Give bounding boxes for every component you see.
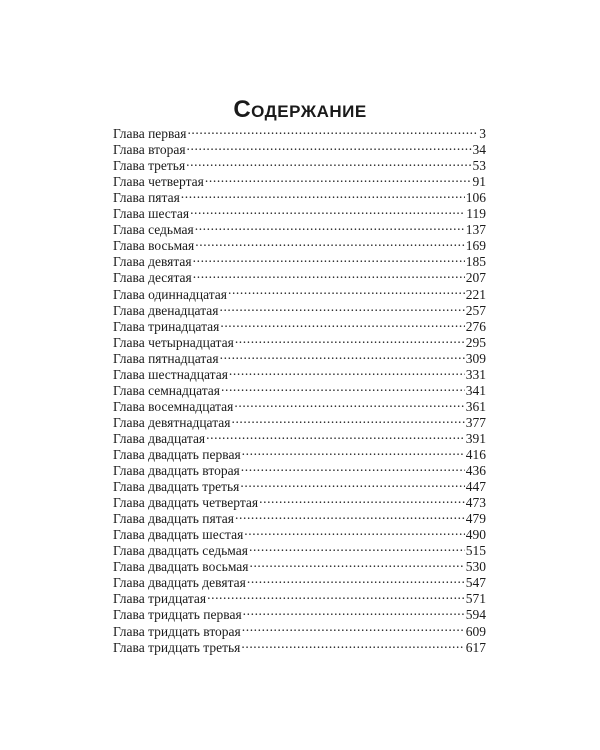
toc-dot-leader	[193, 250, 465, 266]
toc-entry-label: Глава двадцатая	[113, 430, 206, 446]
toc-dot-leader	[241, 459, 465, 475]
toc-entry-page-number: 447	[465, 479, 486, 495]
toc-dot-leader	[229, 363, 465, 379]
toc-entry-label: Глава вторая	[113, 142, 186, 158]
toc-dot-leader	[220, 315, 464, 331]
toc-entry-page-number: 53	[472, 158, 486, 174]
toc-entry-page-number: 391	[465, 430, 486, 446]
toc-entry-page-number: 571	[465, 591, 486, 607]
table-of-contents	[113, 122, 486, 655]
toc-dot-leader	[231, 411, 464, 427]
toc-entry-label: Глава шестнадцатая	[113, 366, 228, 382]
toc-dot-leader	[219, 299, 464, 315]
toc-entry-page-number: 137	[465, 222, 486, 238]
toc-dot-leader	[241, 636, 464, 652]
toc-entry-label: Глава тридцатая	[113, 591, 207, 607]
toc-entry-label: Глава двадцать третья	[113, 479, 240, 495]
toc-entry-label: Глава тринадцатая	[113, 318, 220, 334]
toc-entry-page-number: 377	[465, 414, 486, 430]
toc-dot-leader	[235, 331, 465, 347]
toc-dot-leader	[181, 186, 465, 202]
toc-dot-leader	[234, 395, 464, 411]
toc-entry-page-number: 617	[465, 639, 486, 655]
toc-entry-page-number: 257	[465, 302, 486, 318]
toc-entry-label: Глава тридцать вторая	[113, 623, 241, 639]
toc-entry-label: Глава двадцать четвертая	[113, 495, 259, 511]
toc-entry-page-number: 276	[465, 318, 486, 334]
toc-entry-label: Глава двадцать восьмая	[113, 559, 249, 575]
toc-entry-page-number: 515	[465, 543, 486, 559]
toc-entry-page-number: 207	[465, 270, 486, 286]
toc-dot-leader	[205, 170, 472, 186]
toc-entry-label: Глава шестая	[113, 206, 190, 222]
toc-dot-leader	[228, 282, 465, 298]
toc-entry-label: Глава двадцать первая	[113, 446, 241, 462]
toc-entry-label: Глава тридцать третья	[113, 639, 241, 655]
toc-entry-label: Глава пятая	[113, 190, 180, 206]
toc-dot-leader	[242, 443, 465, 459]
toc-entry-label: Глава двадцать вторая	[113, 463, 240, 479]
toc-dot-leader	[259, 491, 465, 507]
toc-entry-page-number: 91	[472, 174, 486, 190]
toc-entry-label: Глава восемнадцатая	[113, 398, 234, 414]
toc-entry-page-number: 609	[465, 623, 486, 639]
toc-dot-leader	[247, 571, 465, 587]
toc-dot-leader	[195, 234, 464, 250]
toc-entry-page-number: 3	[479, 126, 486, 142]
toc-entry	[113, 122, 486, 142]
toc-entry-page-number: 331	[465, 366, 486, 382]
toc-dot-leader	[206, 427, 465, 443]
toc-dot-leader	[242, 619, 465, 635]
toc-entry-page-number: 185	[465, 254, 486, 270]
toc-dot-leader	[249, 555, 464, 571]
toc-entry-page-number: 416	[465, 446, 486, 462]
toc-entry-label: Глава семнадцатая	[113, 382, 220, 398]
toc-dot-leader	[249, 539, 465, 555]
toc-entry-page-number: 309	[465, 350, 486, 366]
toc-entry-page-number: 530	[465, 559, 486, 575]
toc-dot-leader	[243, 603, 465, 619]
toc-dot-leader	[235, 507, 465, 523]
toc-entry-page-number: 221	[465, 286, 486, 302]
toc-dot-leader	[187, 138, 472, 154]
toc-entry-label: Глава седьмая	[113, 222, 194, 238]
toc-entry-label: Глава тридцать первая	[113, 607, 242, 623]
toc-entry-label: Глава восьмая	[113, 238, 195, 254]
toc-entry-label: Глава двадцать девятая	[113, 575, 246, 591]
toc-entry-page-number: 594	[465, 607, 486, 623]
toc-entry-page-number: 295	[465, 334, 486, 350]
toc-entry-label: Глава двенадцатая	[113, 302, 219, 318]
toc-entry-page-number: 436	[465, 463, 486, 479]
toc-entry-page-number: 169	[465, 238, 486, 254]
toc-dot-leader	[207, 587, 465, 603]
toc-entry-page-number: 106	[465, 190, 486, 206]
toc-dot-leader	[193, 266, 465, 282]
toc-entry-label: Глава четырнадцатая	[113, 334, 234, 350]
toc-entry-label: Глава двадцать седьмая	[113, 543, 248, 559]
toc-entry-page-number: 490	[465, 527, 486, 543]
toc-entry-page-number: 119	[466, 206, 486, 222]
toc-entry-label: Глава двадцать шестая	[113, 527, 244, 543]
toc-entry-page-number: 473	[465, 495, 486, 511]
toc-entry-page-number: 547	[465, 575, 486, 591]
toc-dot-leader	[195, 218, 465, 234]
toc-entry-label: Глава девятая	[113, 254, 192, 270]
toc-entry-label: Глава третья	[113, 158, 186, 174]
toc-entry-label: Глава пятнадцатая	[113, 350, 219, 366]
toc-dot-leader	[186, 154, 471, 170]
toc-entry-label: Глава десятая	[113, 270, 192, 286]
toc-entry-page-number: 361	[465, 398, 486, 414]
toc-entry-label: Глава первая	[113, 126, 187, 142]
toc-entry-page-number: 341	[465, 382, 486, 398]
toc-dot-leader	[187, 122, 478, 138]
toc-dot-leader	[240, 475, 464, 491]
toc-entry-label: Глава девятнадцатая	[113, 414, 231, 430]
toc-entry-label: Глава двадцать пятая	[113, 511, 235, 527]
toc-dot-leader	[221, 379, 465, 395]
toc-dot-leader	[220, 347, 465, 363]
toc-dot-leader	[244, 523, 464, 539]
toc-entry-page-number: 479	[465, 511, 486, 527]
page-title: Содержание	[233, 96, 367, 123]
toc-entry-label: Глава четвертая	[113, 174, 204, 190]
toc-entry-page-number: 34	[472, 142, 486, 158]
toc-entry-label: Глава одиннадцатая	[113, 286, 227, 302]
toc-dot-leader	[190, 202, 465, 218]
